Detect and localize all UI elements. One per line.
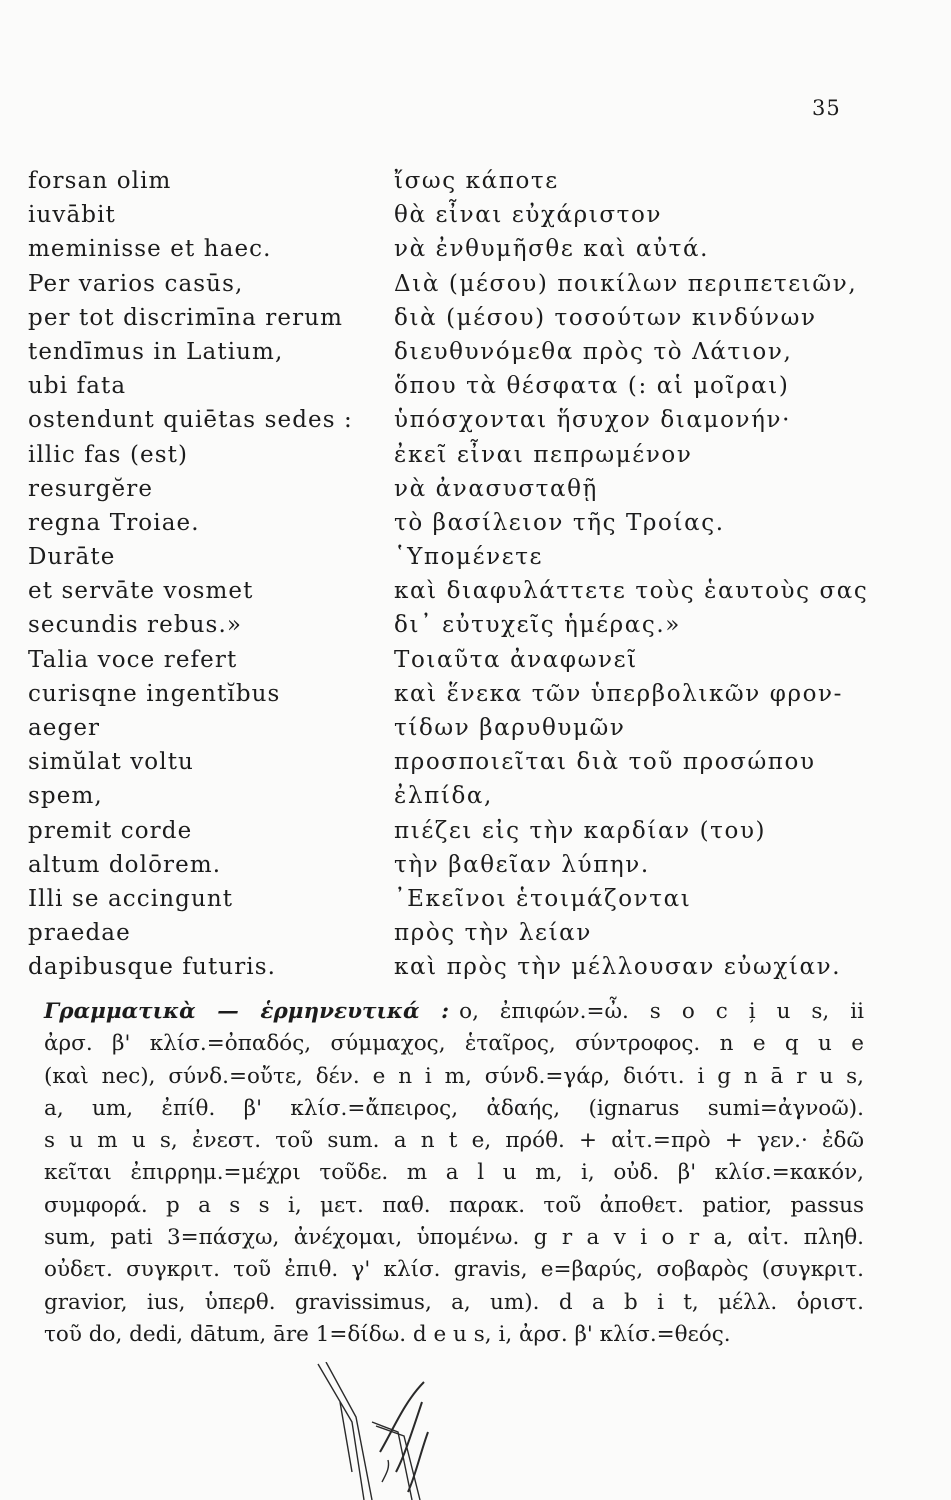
latin-line: iuvābit [28,202,116,229]
grammar-notes-line: (καὶ nec), σύνδ.=οὔτε, δέν. e n i m, σύνδ.=γάρ, διότι. i g n ā r u s, [44,1063,864,1089]
greek-line: καὶ ἕνεκα τῶν ὑπερβολικῶν φρον- [394,680,843,707]
greek-line: τὴν βαθεῖαν λύπην. [394,851,650,878]
grammar-notes-line: s u m u s, ἐνεστ. τοῦ sum. a n t e, πρόθ. + αἰτ.=πρὸ + γεν.· ἐδῶ [44,1128,864,1154]
latin-line: dapibusque futuris. [28,954,277,981]
latin-line: altum dolōrem. [28,851,222,878]
greek-line: ᾿Εκεῖνοι ἑτοιμάζονται [394,885,692,912]
grammar-notes-text: ο, ἐπιφών.=ὦ. s o c i̦ u s, ii [459,999,864,1024]
grammar-notes-line: κεῖται ἐπιρρημ.=μέχρι τοῦδε. m a l u m, i, οὐδ. β' κλίσ.=κακόν, [44,1160,864,1186]
grammar-notes-line: ἀρσ. β' κλίσ.=ὀπαδός, σύμμαχος, ἑταῖρος, σύντροφος. n e q u e [44,1031,864,1057]
greek-line: τίδων βαρυθυμῶν [394,715,626,741]
greek-line: νὰ ἐνθυμῆσθε καὶ αὐτά. [394,236,709,263]
latin-line: curisqne ingentĭbus [28,680,281,707]
page-number: 35 [812,96,841,120]
greek-line: προσποιεῖται διὰ τοῦ προσώπου [394,749,816,776]
greek-line: καὶ διαφυλάττετε τοὺς ἑαυτοὺς σας [394,578,869,605]
library-stamp [312,1362,462,1500]
greek-line: ἐκεῖ εἶναι πεπρωμένον [394,441,693,468]
grammar-notes-line: a, um, ἐπίθ. β' κλίσ.=ἄπειρος, ἀδαής, (ignarus sumi=ἀγνοῶ). [44,1095,864,1121]
latin-line: ostendunt quiētas sedes : [28,407,353,434]
greek-line: πρὸς τὴν λείαν [394,920,592,947]
greek-line: διευθυνόμεθα πρὸς τὸ Λάτιον, [394,338,793,365]
latin-line: aeger [28,715,101,741]
latin-line: secundis rebus.» [28,612,243,639]
grammar-notes-line [44,996,864,1028]
greek-line: καὶ πρὸς τὴν μέλλουσαν εὐωχίαν. [394,954,842,981]
latin-line: et servāte vosmet [28,578,254,605]
grammar-notes-heading: Γραμματικὰ — ἑρμηνευτικά : [44,999,450,1024]
grammar-notes-line: συμφορά. p a s s i, μετ. παθ. παρακ. τοῦ ἀποθετ. patior, passus [44,1192,864,1218]
latin-line: spem, [28,783,103,810]
latin-line: Per varios casūs, [28,270,244,297]
grammar-notes [44,996,864,1351]
grammar-notes-line: οὐδετ. συγκριτ. τοῦ ἐπιθ. γ' κλίσ. gravis, e=βαρύς, σοβαρὸς (συγκριτ. [44,1257,864,1283]
latin-line: resurgĕre [28,475,154,502]
greek-line: Διὰ (μέσου) ποικίλων περιπετειῶν, [394,270,858,297]
latin-line: regna Troiae. [28,509,200,536]
latin-line: forsan olim [28,168,172,194]
greek-line: διὰ (μέσου) τοσούτων κινδύνων [394,304,817,331]
latin-line: per tot discrimīna rerum [28,304,344,331]
latin-line: Durāte [28,544,116,571]
latin-line: meminisse et haec. [28,236,272,263]
greek-line: δι᾿ εὐτυχεῖς ἡμέρας.» [394,612,681,639]
greek-line: τὸ βασίλειον τῆς Τροίας. [394,509,725,536]
greek-translation-column [394,164,868,985]
library-stamp-drawing [312,1362,462,1500]
grammar-notes-line: τοῦ do, dedi, dātum, āre 1=δίδω. d e u s, i, ἀρσ. β' κλίσ.=θεός. [44,1321,731,1347]
latin-line: simŭlat voltu [28,749,194,776]
greek-line: ὅπου τὰ θέσφατα (: αἱ μοῖραι) [394,373,790,400]
latin-line: tendīmus in Latium, [28,338,284,365]
greek-line: ὑπόσχονται ἥσυχον διαμονήν· [394,407,791,434]
greek-line: νὰ ἀνασυσταθῇ [394,475,598,502]
latin-line: premit corde [28,817,193,844]
grammar-notes-line: sum, pati 3=πάσχω, ἀνέχομαι, ὑπομένω. g r a v i o r a, αἰτ. πληθ. [44,1225,864,1251]
latin-line: Talia voce refert [28,646,238,673]
latin-text-column [28,164,353,985]
latin-line: praedae [28,920,131,947]
greek-line: Τοιαῦτα ἀναφωνεῖ [394,646,638,673]
greek-line: πιέζει εἰς τὴν καρδίαν (του) [394,817,767,844]
greek-line: ἴσως κάποτε [394,168,559,194]
greek-line: ῾Υπομένετε [394,544,544,571]
greek-line: θὰ εἶναι εὐχάριστον [394,202,663,229]
latin-line: Illi se accingunt [28,885,234,912]
greek-line: ἐλπίδα, [394,783,493,810]
latin-line: illic fas (est) [28,441,189,468]
grammar-notes-line: gravior, ius, ὑπερθ. gravissimus, a, um). d a b i t, μέλλ. ὁριστ. [44,1289,864,1315]
latin-line: ubi fata [28,373,127,400]
